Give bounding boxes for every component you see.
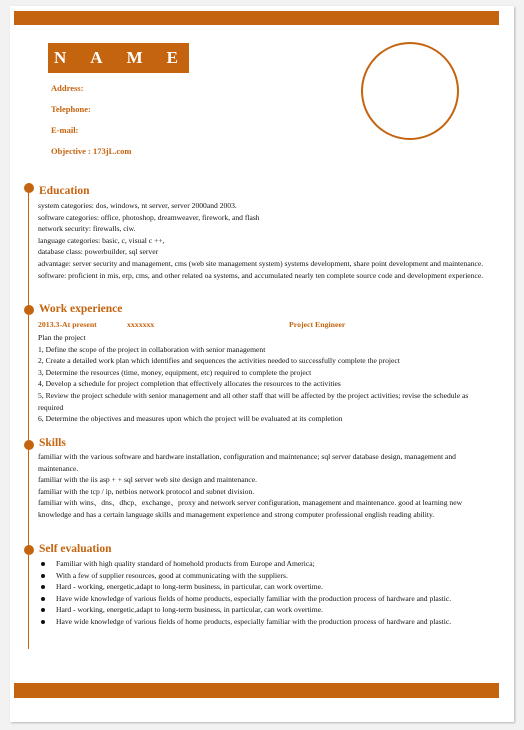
education-line: database class: powerbuilder, sql server: [38, 247, 159, 257]
timeline-dot: [24, 440, 34, 450]
address-label: Address:: [51, 83, 84, 93]
skills-body: [38, 451, 490, 521]
job-date: 2013.3-At present: [38, 320, 97, 329]
email-label: E-mail:: [51, 125, 79, 135]
work-line: 1, Define the scope of the project in collaboration with senior management: [38, 344, 266, 354]
telephone-label: Telephone:: [51, 104, 91, 114]
skills-line: familiar with the iis asp + + sql server web site design and maintenance.: [38, 475, 258, 485]
name-letter: M: [126, 48, 143, 67]
work-line: 3, Determine the resources (time, money, equipment, etc) required to complete the project: [38, 367, 312, 377]
education-line: advantage: server security and management, cms (web site management system) systems development, share point development and maintenance. software: proficient in mis, erp, cms, and other related oa systems, and accumulated nearly ten complete source code and development experience.: [38, 258, 484, 280]
list-item: Have wide knowledge of various fields of home products, especially familiar with the production process of hardware and plastic.: [38, 593, 490, 605]
list-item: Hard - working, energetic,adapt to long-term business, in particular, can work overtime.: [38, 604, 490, 616]
list-item: Have wide knowledge of various fields of home products, especially familiar with the production process of hardware and plastic.: [38, 616, 490, 628]
list-item: With a few of supplier resources, good at communicating with the suppliers.: [38, 570, 490, 582]
timeline-dot: [24, 545, 34, 555]
name-banner: [48, 43, 189, 73]
education-line: network security: firewalls, ciw.: [38, 224, 136, 234]
self-evaluation-title: Self evaluation: [39, 543, 112, 555]
work-line: 6, Determine the objectives and measures upon which the project will be evaluated at its completion: [38, 414, 343, 424]
self-evaluation-list: [38, 558, 490, 628]
timeline-line: [28, 183, 29, 649]
education-title: Education: [39, 185, 90, 197]
name-letter: N: [54, 48, 67, 67]
education-line: language categories: basic, c, visual c ++,: [38, 235, 165, 245]
education-line: system categories: dos, windows, nt server, server 2000and 2003.: [38, 201, 237, 210]
bottom-accent-bar: [14, 683, 499, 698]
name-letter: E: [166, 48, 178, 67]
work-title: Work experience: [39, 303, 123, 315]
work-line: Plan the project: [38, 333, 86, 342]
work-body: [38, 332, 490, 425]
objective-label: Objective : 173jL.com: [51, 146, 132, 156]
skills-line: familiar with the various software and hardware installation, configuration and maintenance; sql server database design, management and maintenance.: [38, 452, 456, 473]
name-letter: A: [90, 48, 103, 67]
skills-title: Skills: [39, 437, 66, 449]
top-accent-bar: [14, 11, 499, 25]
work-line: 2, Create a detailed work plan which identifies and sequences the activities needed to successfully complete the project: [38, 356, 400, 366]
skills-line: familiar with the tcp / ip, netbios network protocol and subnet division.: [38, 486, 255, 496]
work-line: 4, Develop a schedule for project completion that effectively allocates the resources to the activities: [38, 379, 341, 389]
list-item: Familiar with high quality standard of homehold products from Europe and America;: [38, 558, 490, 570]
job-company: xxxxxxx: [127, 320, 155, 329]
skills-line: familiar with wins、dns、dhcp、exchange、proxy and network server configuration, management and maintenance. good at learning new knowledge and has a certain language skills and management experience and strong computer professional english reading ability.: [38, 498, 463, 519]
education-body: [38, 200, 490, 281]
timeline-dot: [24, 305, 34, 315]
list-item: Hard - working, energetic,adapt to long-term business, in particular, can work overtime.: [38, 581, 490, 593]
job-role: Project Engineer: [289, 320, 346, 329]
work-line: 5, Review the project schedule with senior management and all other staff that will be affected by the project activities; revise the schedule as required: [38, 390, 469, 412]
photo-placeholder: [361, 42, 459, 140]
education-line: software categories: office, photoshop, dreamweaver, firework, and flash: [38, 212, 260, 222]
timeline-dot: [24, 183, 34, 193]
